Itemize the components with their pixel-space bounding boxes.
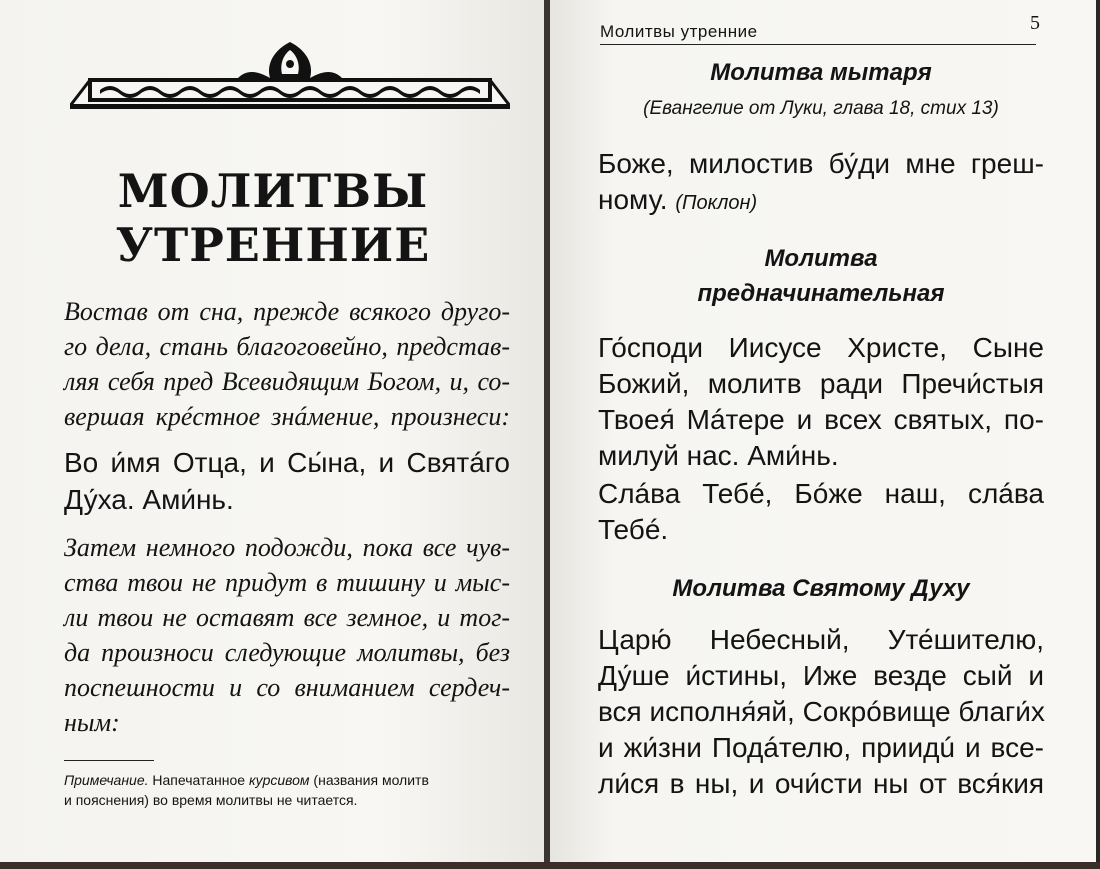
running-header [600,12,1040,45]
prayer-source: (Евангелие от Луки, глава 18, стих 13) [643,98,999,119]
text-line: Тебé. [598,514,669,545]
running-title: Молитвы утренние [600,22,758,41]
text-line: Ду́ха. Ами́нь. [64,484,234,515]
text-line: поспешности и со вниманием сердеч- [64,673,510,702]
prayer-text [598,476,1044,548]
footnote-line-2: и пояснения) во время молитвы не читается. [64,792,358,808]
text-line: Боже, милостив бу́ди мне греш- [598,148,1044,179]
text-line: Во и́мя Отца, и Сы́на, и Святáго [64,447,510,478]
instruction-paragraph [64,530,510,740]
text-line: ства твои не придут в тишину и мыс- [64,568,510,597]
text-line [598,182,1044,221]
text-line: Царю́ Небесный, Уте́шителю, [598,624,1044,655]
text-line: Божий, молитв ради Пречи́стыя [598,368,1044,399]
section-title-line-1: МОЛИТВЫ [117,164,429,218]
text-line: ли́ся в ны, и очи́сти ны от вся́кия [598,768,1044,799]
prayer-heading: Молитва мытаря [710,59,932,86]
text-line: и жи́зни Подáтелю, приидú и все- [598,732,1044,763]
prayer-text [598,330,1044,474]
ornamental-headpiece-icon [70,40,510,112]
left-page [0,0,546,862]
text-line: Затем немного подожди, пока все чув- [64,533,510,562]
invocation-paragraph [64,444,510,518]
text-line: ным: [64,708,120,737]
book-edge [0,862,1100,869]
text-line: ли твои не оставят все земное, и тог- [64,603,510,632]
text-line: го дела, стань благоговейно, представ- [64,332,510,361]
footnote-text: Напечатанное [148,772,249,788]
text-line: Востав от сна, прежде всякого друго- [64,297,510,326]
text-line: Твоея́ Мáтере и всех святых, по- [598,404,1044,435]
book-gutter [544,0,550,869]
prayer-text [598,146,1044,221]
footnote-label: Примечание. [64,772,149,788]
prayer-heading: Молитва Святому Духу [672,575,970,602]
prayer-heading: предначинательная [697,280,945,307]
footnote [64,770,514,810]
prayer-heading: Молитва [764,245,878,272]
footnote-line-1 [64,770,514,790]
footnote-text: (названия молитв [309,772,429,788]
intro-paragraph [64,294,510,434]
text-line: милуй нас. Ами́нь. [598,440,839,471]
text-line: вершая крéстное знáмение, произнеси: [64,402,510,431]
text-line: да произноси следующие молитвы, без [64,638,510,667]
section-title-line-2: УТРЕННИЕ [115,218,431,272]
prostration-note: (Поклон) [675,192,758,214]
text-line: Слáва Тебé, Бóже наш, слáва [598,478,1044,509]
footnote-rule [64,760,154,761]
text-line: Го́споди Иисусе Христе, Сыне [598,332,1044,363]
page-number: 5 [1030,12,1040,34]
text-line: вся исполня́яй, Сокрóвище благи́х [598,696,1045,727]
footnote-italic-word: курсивом [248,772,310,788]
prayer-text [598,622,1044,802]
text-fragment: ному. [598,184,668,215]
text-line: Ду́ше и́стины, Иже везде сый и [598,660,1044,691]
text-line: ляя себя пред Всевидящим Богом, и, со- [64,367,510,396]
